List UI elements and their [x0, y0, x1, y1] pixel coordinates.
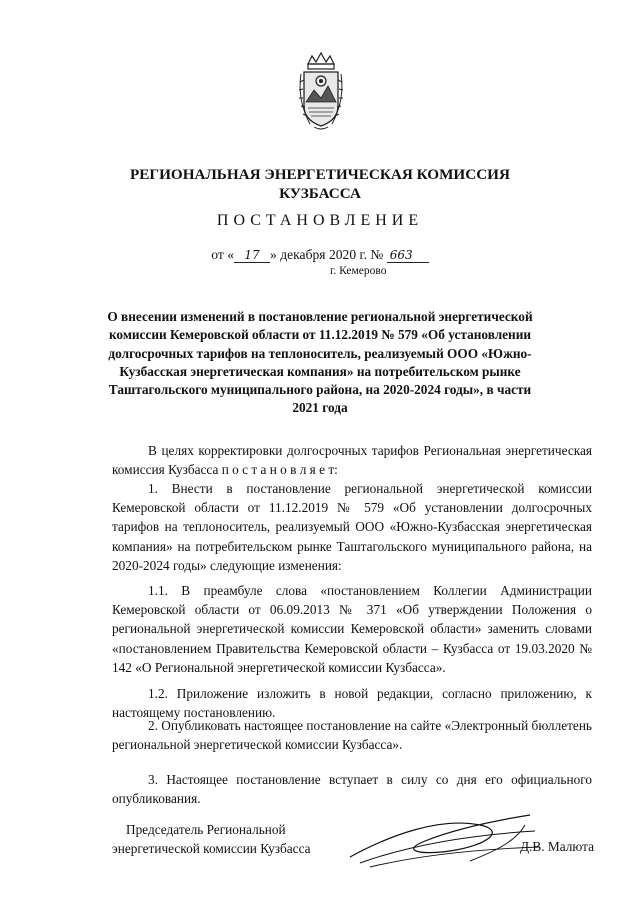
signatory-name: Д.В. Малюта [519, 839, 594, 854]
document-type: ПОСТАНОВЛЕНИЕ [216, 212, 424, 229]
preamble-text: В целях корректировки долгосрочных тарифов Региональная энергетическая комиссия Кузбасса [112, 443, 592, 478]
organization-line-2: КУЗБАССА [279, 185, 361, 202]
preamble-paragraph [112, 441, 592, 479]
document-date-line [0, 247, 640, 263]
item-1-1-text: 1.1. В преамбуле слова «постановлением Коллегии Администрации Кемеровской области от 06.09.2013 № 371 «Об утверждении Положения о региональной энергетической комиссии Кемеровской области» заменить словами «постановлением Правительства Кемеровской области – Кузбасса от 19.03.2020 № 142 «О Региональной энергетической комиссии Кузбасса». [112, 583, 592, 675]
item-1 [112, 479, 592, 575]
handwritten-signature [330, 805, 550, 885]
item-1-text: 1. Внести в постановление региональной энергетической комиссии Кемеровской области от 11.12.2019 № 579 «Об установлении долгосрочных тарифов на теплоноситель, реализуемый ООО «Южно-Кузбасская энергетическая компания» на потребительском рынке Таштагольского муниципального района, на 2020-2024 годы» следующие изменения: [112, 481, 592, 573]
city: г. Кемерово [330, 265, 387, 277]
organization-line-1: РЕГИОНАЛЬНАЯ ЭНЕРГЕТИЧЕСКАЯ КОМИССИЯ [130, 166, 510, 183]
date-day: 17 [234, 249, 270, 263]
item-3 [112, 770, 592, 808]
item-3-text: 3. Настоящее постановление вступает в силу со дня его официального опубликования. [112, 772, 592, 807]
document-subject: О внесении изменений в постановление региональной энергетической комиссии Кемеровской области от 11.12.2019 № 579 «Об установлении долгосрочных тарифов на теплоноситель, реализуемый ООО «Южно-Кузбасская энергетическая компания» на потребительском рынке Таштагольского муниципального района, на 2020-2024 годы», в части 2021 года [107, 309, 533, 416]
item-2-text: 2. Опубликовать настоящее постановление на сайте «Электронный бюллетень региональной энергетической комиссии Кузбасса». [112, 718, 592, 753]
signatory-position [112, 820, 311, 858]
resolves-word: п о с т а н о в л я е т: [221, 462, 338, 478]
coat-of-arms-icon [296, 50, 346, 132]
date-suffix: » декабря 2020 г. № [270, 247, 384, 262]
document-number: 663 [387, 249, 429, 263]
position-line-2: энергетической комиссии Кузбасса [112, 841, 311, 856]
organization-name [0, 165, 640, 203]
item-2 [112, 716, 592, 754]
item-1-1 [112, 581, 592, 677]
date-prefix: от « [211, 247, 234, 262]
item-1-2-text: 1.2. Приложение изложить в новой редакции, согласно приложению, к настоящему постановлению. [112, 686, 592, 721]
position-line-1: Председатель Региональной [126, 822, 286, 837]
